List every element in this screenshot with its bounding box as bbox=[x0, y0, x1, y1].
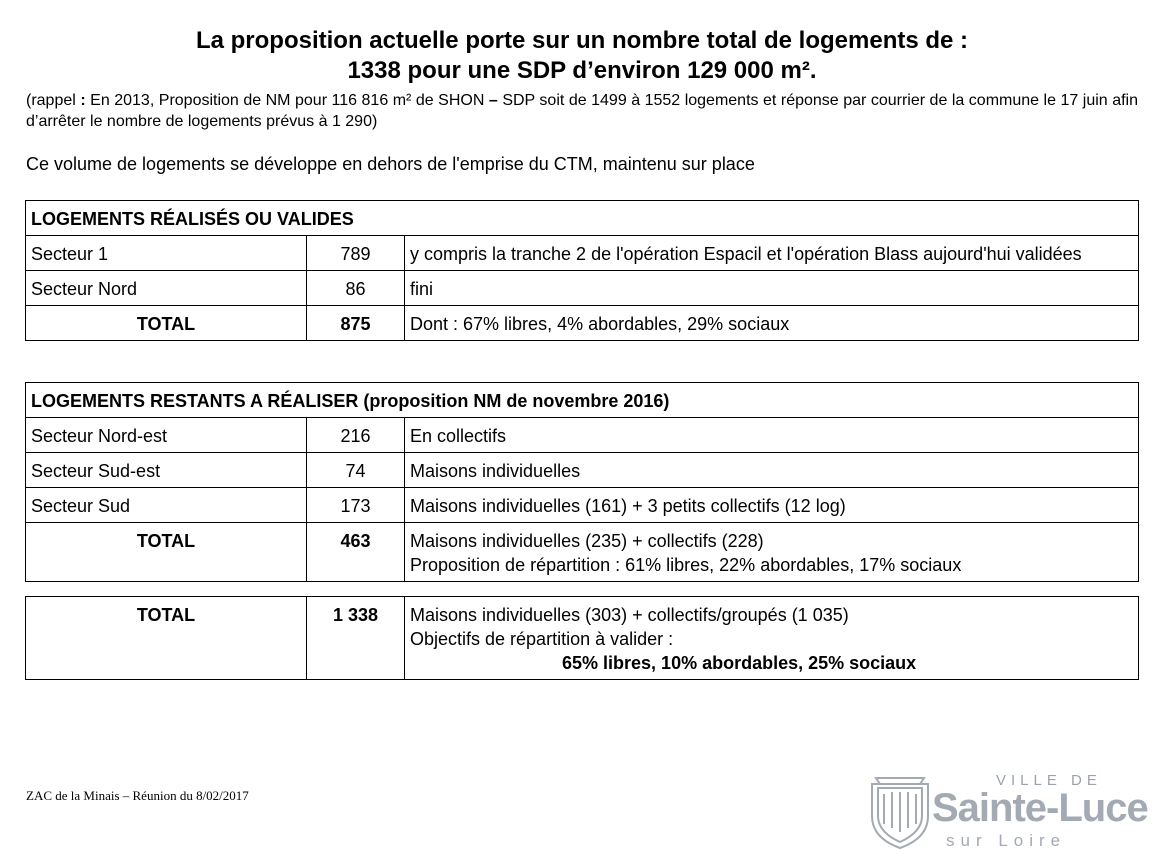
table-row bbox=[26, 271, 1139, 306]
total-count: 875 bbox=[307, 306, 405, 341]
total-count: 1 338 bbox=[307, 597, 405, 680]
logo-text-sub: sur Loire bbox=[946, 831, 1067, 850]
count-cell: 789 bbox=[307, 236, 405, 271]
total-row bbox=[26, 523, 1139, 582]
note-cell: En collectifs bbox=[405, 418, 1139, 453]
total-row bbox=[26, 597, 1139, 680]
rappel-note bbox=[26, 90, 1138, 132]
logo-text-top: VILLE DE bbox=[996, 772, 1102, 789]
total-row bbox=[26, 306, 1139, 341]
total-count: 463 bbox=[307, 523, 405, 582]
total-note-line-1: Maisons individuelles (303) + collectifs/groupés (1 035) bbox=[410, 605, 849, 625]
count-cell: 173 bbox=[307, 488, 405, 523]
table-header-row bbox=[26, 201, 1139, 236]
total-note bbox=[405, 597, 1139, 680]
rappel-rest: SDP soit de 1499 à 1552 logements et réponse par courrier de la commune le 17 juin afin d’arrêter le nombre de logements prévus à 1 290) bbox=[26, 92, 1139, 130]
table-row bbox=[26, 418, 1139, 453]
title-line-2: 1338 pour une SDP d’environ 129 000 m². bbox=[347, 57, 817, 84]
table-row bbox=[26, 488, 1139, 523]
note-cell: Maisons individuelles bbox=[405, 453, 1139, 488]
table-header-row bbox=[26, 383, 1139, 418]
rappel-text: En 2013, Proposition de NM pour 116 816 m² de SHON bbox=[90, 92, 485, 109]
count-cell: 86 bbox=[307, 271, 405, 306]
sector-cell: Secteur Sud bbox=[26, 488, 307, 523]
page-title bbox=[0, 26, 1164, 86]
sector-cell: Secteur Nord bbox=[26, 271, 307, 306]
note-cell: Maisons individuelles (161) + 3 petits collectifs (12 log) bbox=[405, 488, 1139, 523]
table-row bbox=[26, 236, 1139, 271]
table-total-general bbox=[25, 596, 1139, 680]
rappel-colon: : bbox=[75, 92, 91, 109]
note-cell: y compris la tranche 2 de l'opération Espacil et l'opération Blass aujourd'hui validées bbox=[405, 236, 1139, 271]
footer-meeting: ZAC de la Minais – Réunion du 8/02/2017 bbox=[26, 788, 249, 803]
sector-cell: Secteur 1 bbox=[26, 236, 307, 271]
table-header: LOGEMENTS RÉALISÉS OU VALIDES bbox=[26, 201, 1139, 236]
table-header-sub: (proposition NM de novembre 2016) bbox=[358, 391, 670, 411]
total-note-line-1: Maisons individuelles (235) + collectifs (228) bbox=[410, 531, 764, 551]
title-line-1: La proposition actuelle porte sur un nombre total de logements de : bbox=[195, 27, 969, 54]
total-label: TOTAL bbox=[26, 597, 307, 680]
sector-cell: Secteur Sud-est bbox=[26, 453, 307, 488]
total-note: Dont : 67% libres, 4% abordables, 29% sociaux bbox=[405, 306, 1139, 341]
intro-text: Ce volume de logements se développe en dehors de l'emprise du CTM, maintenu sur place bbox=[26, 154, 755, 174]
logo-text-main: Sainte-Luce bbox=[932, 786, 1148, 830]
rappel-prefix: (rappel bbox=[26, 92, 76, 109]
sector-cell: Secteur Nord-est bbox=[26, 418, 307, 453]
total-label: TOTAL bbox=[26, 523, 307, 582]
total-objectives: 65% libres, 10% abordables, 25% sociaux bbox=[562, 653, 917, 673]
rappel-dash: – bbox=[484, 92, 503, 109]
total-label: TOTAL bbox=[26, 306, 307, 341]
table-row bbox=[26, 453, 1139, 488]
count-cell: 216 bbox=[307, 418, 405, 453]
total-note-line-2: Objectifs de répartition à valider : bbox=[410, 629, 674, 649]
total-note bbox=[405, 523, 1139, 582]
note-cell: fini bbox=[405, 271, 1139, 306]
total-note-line-2: Proposition de répartition : 61% libres, 22% abordables, 17% sociaux bbox=[410, 555, 962, 575]
table-logements-restants bbox=[25, 382, 1139, 582]
table-header bbox=[26, 383, 1139, 418]
table-logements-realises bbox=[25, 200, 1139, 341]
count-cell: 74 bbox=[307, 453, 405, 488]
table-header-main: LOGEMENTS RESTANTS A RÉALISER bbox=[31, 391, 359, 411]
